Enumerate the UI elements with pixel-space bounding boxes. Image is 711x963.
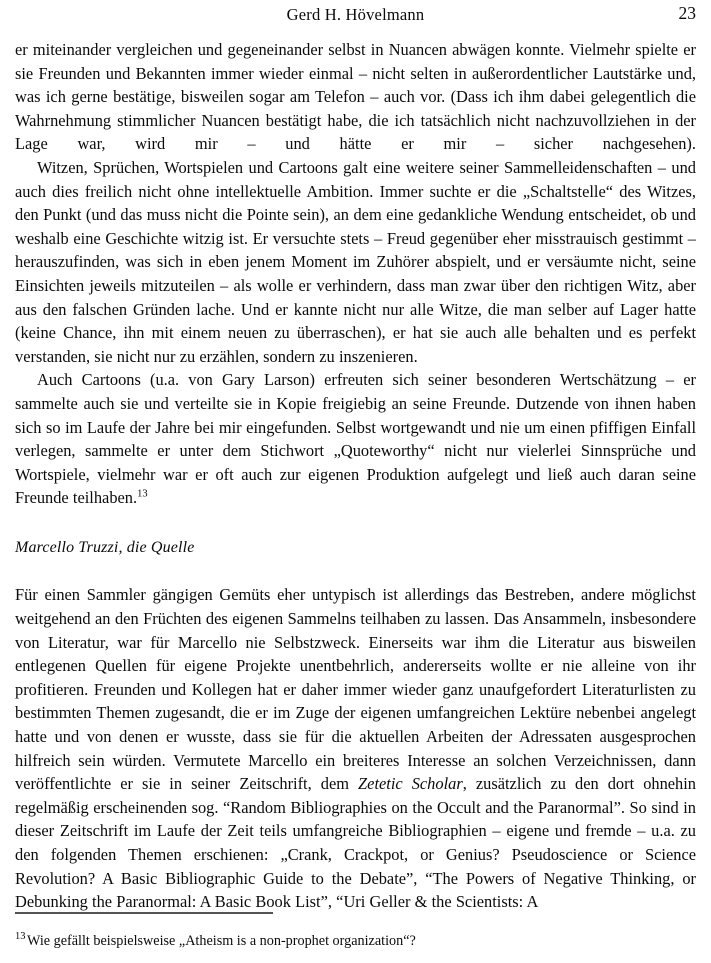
footnote-number: 13 (15, 931, 26, 943)
section-heading: Marcello Truzzi, die Quelle (15, 538, 195, 556)
paragraph-3 (15, 368, 696, 510)
paragraph-4-part2: , zusätzlich zu den dort ohnehin regelmäßig erscheinenden sog. “Random Bibliographies on the Occult and the Paranormal”. So sind in dieser Zeitschrift im Laufe der Zeit teils umfangreiche Bibliographien – eigene und fremde – u.a. zu den folgenden Themen erschienen: „Crank, Crackpot, or Genius? Pseudoscience or Science Revolution? A Basic Bibliographic Guide to the Debate”, “The Powers of Negative Thinking, or Debunking the Paranormal: A Basic Book List”, “Uri Geller & the Scientists: A (15, 774, 696, 912)
running-head (15, 5, 696, 29)
paragraph-4-part1: Für einen Sammler gängigen Gemüts eher untypisch ist allerdings das Bestreben, andere möglichst weitgehend an den Früchten des eigenen Sammelns teilhaben zu lassen. Das Ansammeln, insbesondere von Literatur, war für Marcello nie Selbstzweck. Einerseits war ihm die Literatur aus bisweilen entlegenen Quellen für eigene Projekte unentbehrlich, andererseits wollte er nie alleine von ihr profitieren. Freunden und Kollegen hat er daher immer wieder ganz unaufgefordert Literaturlisten zu bestimmten Themen zugesandt, die er im Zuge der eigenen umfangreichen Lektüre nebenbei angelegt hatte und von denen er wusste, dass sie für die aktuellen Arbeiten der Adressaten ausgesprochen hilfreich sein würden. Vermutete Marcello ein breiteres Interesse an solchen Verzeichnissen, dann veröffentlichte er sie in seiner Zeitschrift, dem (15, 585, 696, 794)
vertical-spacer-after-heading (15, 559, 696, 583)
vertical-spacer-before-heading (15, 510, 696, 536)
paragraph-1: er miteinander vergleichen und gegeneinander selbst in Nuancen abwägen konnte. Vielmehr spielte er sie Freunden und Bekannten immer wieder einmal – nicht selten in außerordentlicher Lautstärke und, was ich gerne bestätige, bisweilen sogar am Telefon – auch vor. (Dass ich ihm dabei gelegentlich die Wahrnehmung stimmlicher Nuancen bestätigt habe, die ich tatsächlich nicht nachzuvollziehen in der Lage war, wird mir – und hätte er mir – sicher nachgesehen). (15, 40, 696, 154)
footnote-separator-rule (15, 912, 273, 914)
page-number: 23 (678, 3, 696, 23)
journal-title-zetetic-scholar: Zetetic Scholar (358, 774, 463, 794)
paragraph-2: Witzen, Sprüchen, Wortspielen und Cartoons galt eine weitere seiner Sammelleidenschaften – und auch dies freilich nicht ohne intellektuelle Ambition. Immer suchte er die „Schaltstelle“ des Witzes, den Punkt (und das muss nicht die Pointe sein), an dem eine gedankliche Wendung entscheidet, ob und weshalb eine Geschichte witzig ist. Er versuchte stets – Freud gegenüber eher misstrauisch gestimmt – herauszufinden, was sich in eben jenem Moment im Zuhörer abspielt, und er versäumte nicht, seine Einsichten jeweils mitzuteilen – als wolle er verhindern, dass man zwar über den richtigen Witz, aber aus den falschen Gründen lache. Und er kannte nicht nur alle Witze, die man selber auf Lager hatte (keine Chance, ihn mit einem neuen zu überraschen), er hat sie auch alle behalten und es perfekt verstanden, sie nicht nur zu erzählen, sondern zu inszenieren. (15, 157, 696, 366)
footnote-text: Wie gefällt beispielsweise „Atheism is a non-prophet organization“? (27, 933, 416, 949)
body-text-block (15, 38, 696, 914)
paragraph-3-text: Auch Cartoons (u.a. von Gary Larson) erfreuten sich seiner besonderen Wertschätzung – er sammelte auch sie und verteilte sie in Kopie freigiebig an seine Freunde. Dutzende von ihnen haben sich so im Laufe der Jahre bei mir eingefunden. Selbst wortgewandt und nie um einen pfiffigen Einfall verlegen, sammelte er unter dem Stichwort „Quoteworthy“ nicht nur vielerlei Sinnsprüche und Wortspiele, vielmehr war er oft auch zur eigenen Produktion aufgelegt und ließ auch daran seine Freunde teilhaben. (15, 370, 696, 508)
footnote-area (15, 912, 696, 951)
footnote-reference-13[interactable]: 13 (137, 488, 148, 500)
footnote-13 (15, 932, 696, 951)
running-head-title: Gerd H. Hövelmann (286, 5, 425, 24)
paragraph-4 (15, 583, 696, 913)
